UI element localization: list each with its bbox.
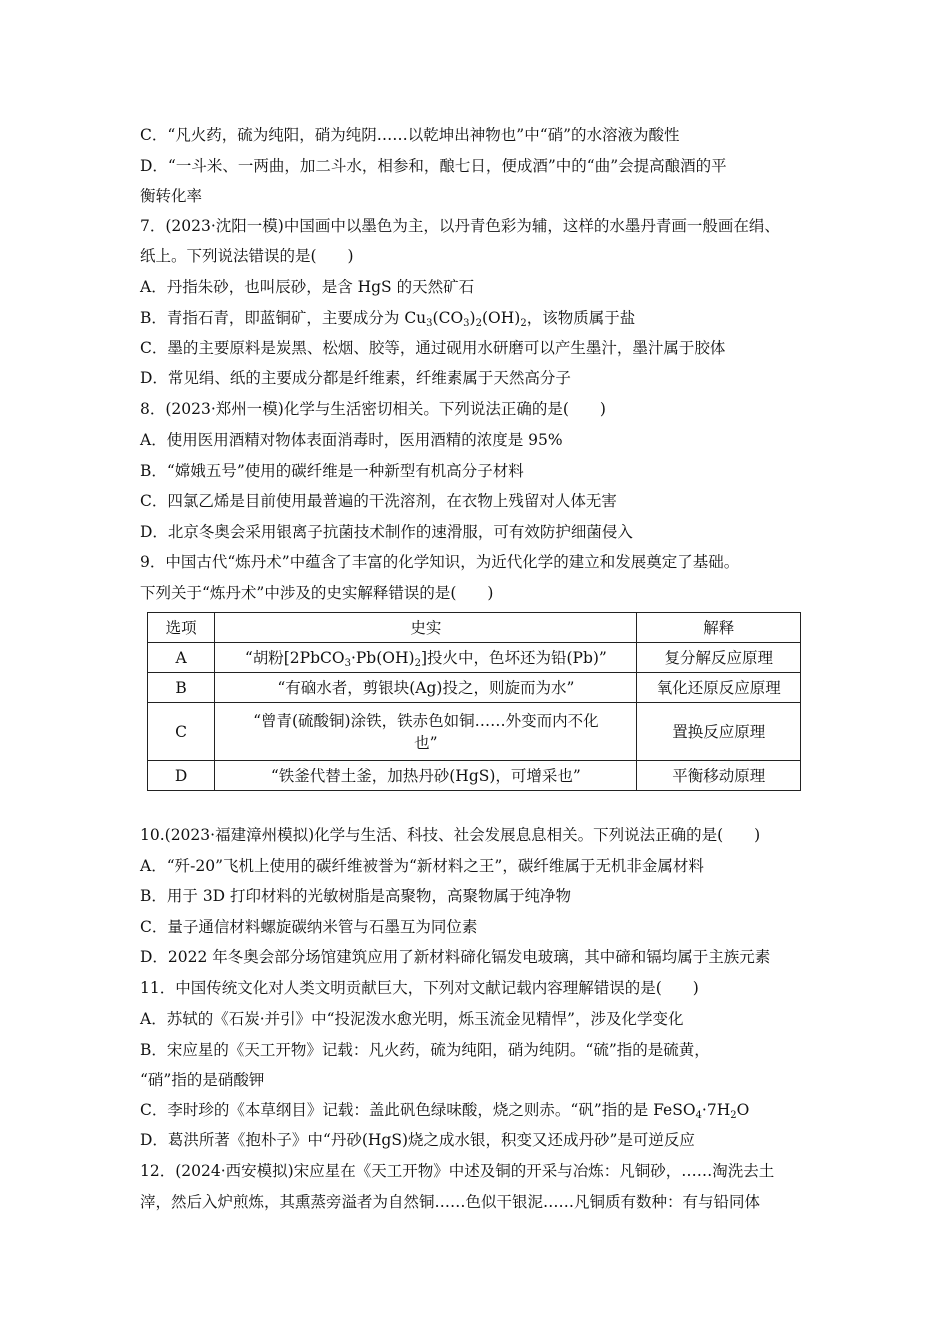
q7-option-b: B．青指石青，即蓝铜矿，主要成分为 $Cu_3(CO_3)_2(OH)_2$，该物质属于盐 (140, 309, 636, 329)
q10-option-c: C．量子通信材料螺旋碳纳米管与石墨互为同位素 (140, 918, 478, 936)
row-fact: “胡粉$[2PbCO_3\cdot Pb(OH)_2]$投火中，色坏还为铅(Pb)” (215, 643, 637, 673)
row-option: D (148, 761, 215, 791)
q7-option-a: A．丹指朱砂，也叫辰砂，是含 HgS 的天然矿石 (140, 278, 475, 296)
table-row (148, 643, 801, 673)
q11-option-a: A．苏轼的《石炭·并引》中“投泥泼水愈光明，烁玉流金见精悍”，涉及化学变化 (140, 1010, 684, 1028)
q9-stem-cont: 下列关于“炼丹术”中涉及的史实解释错误的是( ) (140, 584, 494, 602)
table-row (148, 703, 801, 761)
q7-stem: 7．(2023·沈阳一模)中国画中以墨色为主，以丹青色彩为辅，这样的水墨丹青画一般画在绢、 (140, 217, 780, 235)
row-explanation: 复分解反应原理 (637, 643, 801, 673)
q9-stem: 9．中国古代“炼丹术”中蕴含了丰富的化学知识，为近代化学的建立和发展奠定了基础。 (140, 553, 740, 571)
q8-option-c: C．四氯乙烯是目前使用最普遍的干洗溶剂，在衣物上残留对人体无害 (140, 492, 617, 510)
q12-stem-cont: 滓，然后入炉煎炼，其熏蒸旁溢者为自然铜……色似干银泥……凡铜质有数种：有与铅同体 (140, 1193, 761, 1211)
row-option: A (148, 643, 215, 673)
row-explanation: 平衡移动原理 (637, 761, 801, 791)
q6-option-d-cont: 衡转化率 (140, 187, 203, 205)
q10-option-d: D．2022 年冬奥会部分场馆建筑应用了新材料碲化镉发电玻璃，其中碲和镉均属于主族元素 (140, 948, 771, 966)
table-row (148, 673, 801, 703)
header-fact: 史实 (215, 613, 637, 643)
q7-option-d: D．常见绢、纸的主要成分都是纤维素，纤维素属于天然高分子 (140, 369, 571, 387)
q10-option-a: A．“歼-20”飞机上使用的碳纤维被誉为“新材料之王”，碳纤维属于无机非金属材料 (140, 857, 704, 875)
q8-option-a: A．使用医用酒精对物体表面消毒时，医用酒精的浓度是 95% (140, 431, 563, 449)
header-option: 选项 (148, 613, 215, 643)
table-header-row (148, 613, 801, 643)
q11-option-c: C．李时珍的《本草纲目》记载：盖此矾色绿味酸，烧之则赤。“矾”指的是 $FeSO_4\cdot 7H_2O$ (140, 1101, 750, 1121)
q8-option-b: B．“嫦娥五号”使用的碳纤维是一种新型有机高分子材料 (140, 462, 524, 480)
q6-option-d: D．“一斗米、一两曲，加二斗水，相参和，酿七日，便成酒”中的“曲”会提高酿酒的平 (140, 157, 727, 175)
q7-option-c: C．墨的主要原料是炭黑、松烟、胶等，通过砚用水研磨可以产生墨汁，墨汁属于胶体 (140, 339, 726, 357)
row-fact: “有硇水者，剪银块(Ag)投之，则旋而为水” (215, 673, 637, 703)
q11-option-b-cont: “硝”指的是硝酸钾 (140, 1071, 265, 1089)
q7-stem-cont: 纸上。下列说法错误的是( ) (140, 247, 354, 265)
q8-stem: 8．(2023·郑州一模)化学与生活密切相关。下列说法正确的是( ) (140, 400, 606, 418)
header-explanation: 解释 (637, 613, 801, 643)
q10-stem: 10.(2023·福建漳州模拟)化学与生活、科技、社会发展息息相关。下列说法正确的是( ) (140, 826, 761, 844)
q12-stem: 12．(2024·西安模拟)宋应星在《天工开物》中述及铜的开采与冶炼：凡铜砂，……淘洗去土 (140, 1162, 775, 1180)
q9-table (147, 612, 801, 791)
q11-option-b: B．宋应星的《天工开物》记载：凡火药，硫为纯阳，硝为纯阴。“硫”指的是硫黄， (140, 1041, 710, 1059)
row-option: C (148, 703, 215, 761)
q6-option-c: C．“凡火药，硫为纯阳，硝为纯阴……以乾坤出神物也”中“硝”的水溶液为酸性 (140, 126, 680, 144)
q11-option-d: D．葛洪所著《抱朴子》中“丹砂(HgS)烧之成水银，积变又还成丹砂”是可逆反应 (140, 1131, 695, 1149)
q10-option-b: B．用于 3D 打印材料的光敏树脂是高聚物，高聚物属于纯净物 (140, 887, 572, 905)
row-fact: “曾青(硫酸铜)涂铁，铁赤色如铜……外变而内不化 也” (215, 703, 637, 761)
q8-option-d: D．北京冬奥会采用银离子抗菌技术制作的速滑服，可有效防护细菌侵入 (140, 523, 633, 541)
row-explanation: 氧化还原反应原理 (637, 673, 801, 703)
row-explanation: 置换反应原理 (637, 703, 801, 761)
row-fact: “铁釜代替土釜，加热丹砂(HgS)，可增采也” (215, 761, 637, 791)
row-option: B (148, 673, 215, 703)
q11-stem: 11．中国传统文化对人类文明贡献巨大，下列对文献记载内容理解错误的是( ) (140, 979, 699, 997)
table-row (148, 761, 801, 791)
